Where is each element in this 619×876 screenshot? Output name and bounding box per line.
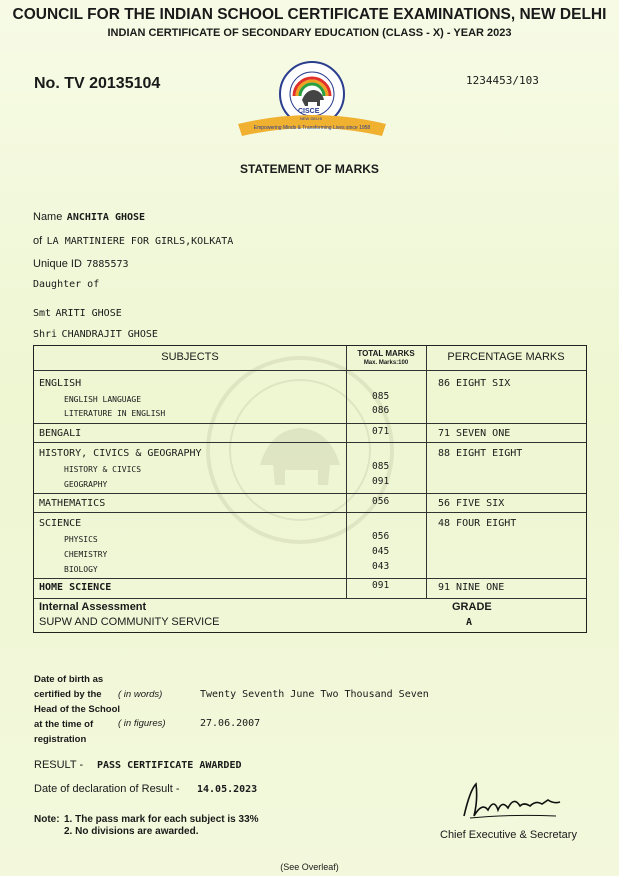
mark-value: 091	[372, 580, 390, 591]
logo-city: NEW DELHI	[300, 116, 323, 121]
uid-label: Unique ID	[33, 258, 82, 270]
signatory-title: Chief Executive & Secretary	[440, 829, 577, 841]
mark-value: 086	[372, 405, 390, 416]
subject-bengali: BENGALI	[39, 428, 82, 439]
note-1: 1. The pass mark for each subject is 33%	[64, 814, 259, 825]
school-name: LA MARTINIERE FOR GIRLS,KOLKATA	[46, 236, 234, 247]
father-name: CHANDRAJIT GHOSE	[61, 329, 158, 340]
percentage-value: 88 EIGHT EIGHT	[438, 448, 523, 459]
divider-v	[346, 346, 347, 598]
mark-value: 043	[372, 561, 390, 572]
subject-part: CHEMISTRY	[64, 550, 108, 559]
grade-label: GRADE	[452, 601, 492, 613]
note-2: 2. No divisions are awarded.	[64, 826, 199, 837]
subject-home-science: HOME SCIENCE	[39, 582, 112, 593]
subject-part: GEOGRAPHY	[64, 480, 108, 489]
dob-label: Date of birth as	[34, 674, 104, 685]
divider-h	[34, 512, 586, 513]
mark-value: 085	[372, 391, 390, 402]
candidate-name: ANCHITA GHOSE	[66, 212, 146, 223]
father-prefix: Shri	[33, 329, 58, 340]
result-label: RESULT -	[34, 759, 84, 771]
divider-h	[34, 370, 586, 371]
percentage-value: 48 FOUR EIGHT	[438, 518, 517, 529]
subject-mathematics: MATHEMATICS	[39, 498, 106, 509]
logo-text: CISCE	[298, 108, 320, 115]
subject-science: SCIENCE	[39, 518, 82, 529]
divider-h	[34, 442, 586, 443]
council-name: COUNCIL FOR THE INDIAN SCHOOL CERTIFICATE EXAMINATIONS, NEW DELHI	[12, 6, 607, 23]
subject-part: ENGLISH LANGUAGE	[64, 395, 142, 404]
mother-prefix: Smt	[33, 308, 52, 319]
of-label: of	[33, 235, 43, 247]
marks-table	[33, 345, 587, 633]
name-label: Name	[33, 211, 63, 223]
supw-grade: A	[466, 617, 473, 628]
dob-label: Head of the School	[34, 704, 121, 715]
mark-value: 085	[372, 461, 390, 472]
header-total: TOTAL MARKS	[357, 349, 415, 358]
cisce-logo-icon	[232, 58, 392, 148]
uid-value: 7885573	[86, 259, 129, 270]
declaration-date: 14.05.2023	[197, 784, 258, 795]
mother-line	[33, 303, 122, 321]
signature-icon	[460, 780, 570, 826]
header-percentage: PERCENTAGE MARKS	[447, 351, 565, 363]
dob-label: certified by the	[34, 689, 102, 700]
mark-value: 056	[372, 531, 390, 542]
mother-name: ARITI GHOSE	[55, 308, 122, 319]
mark-value: 091	[372, 476, 390, 487]
note-label: Note:	[34, 814, 60, 825]
mark-value: 071	[372, 426, 390, 437]
divider-h	[34, 423, 586, 424]
relation-label: Daughter of	[33, 279, 100, 290]
svg-text:Empowering Minds & Transformin: Empowering Minds & Transforming Lives since 1958	[253, 125, 371, 131]
exam-name: INDIAN CERTIFICATE OF SECONDARY EDUCATION (CLASS - X) - YEAR 2023	[107, 27, 512, 39]
divider-h	[34, 578, 586, 579]
dob-label: registration	[34, 734, 87, 745]
divider-h	[34, 493, 586, 494]
percentage-value: 91 NINE ONE	[438, 582, 505, 593]
dob-in-figures: 27.06.2007	[200, 718, 261, 729]
subject-history: HISTORY, CIVICS & GEOGRAPHY	[39, 448, 202, 459]
percentage-value: 86 EIGHT SIX	[438, 378, 511, 389]
school-line	[33, 231, 233, 249]
in-words-label: ( in words)	[118, 689, 163, 700]
statement-title: STATEMENT OF MARKS	[240, 162, 379, 176]
percentage-value: 56 FIVE SIX	[438, 498, 505, 509]
declaration-label: Date of declaration of Result -	[34, 783, 180, 795]
see-overleaf: (See Overleaf)	[280, 862, 339, 872]
cisce-logo	[232, 58, 392, 148]
subject-part: HISTORY & CIVICS	[64, 465, 142, 474]
supw-label: SUPW AND COMMUNITY SERVICE	[39, 616, 220, 628]
divider-h	[34, 598, 586, 599]
header-subjects: SUBJECTS	[161, 351, 219, 363]
mark-value: 056	[372, 496, 390, 507]
dob-in-words: Twenty Seventh June Two Thousand Seven	[200, 689, 429, 700]
percentage-value: 71 SEVEN ONE	[438, 428, 511, 439]
father-line	[33, 324, 158, 342]
internal-assessment-label: Internal Assessment	[39, 601, 147, 613]
serial-number: 1234453/103	[466, 74, 539, 87]
subject-part: LITERATURE IN ENGLISH	[64, 409, 166, 418]
header-max: Max. Marks:100	[363, 360, 409, 366]
certificate-number: No. TV 20135104	[34, 75, 161, 92]
mark-value: 045	[372, 546, 390, 557]
subject-part: PHYSICS	[64, 535, 98, 544]
uid-line	[33, 254, 129, 272]
dob-label: at the time of	[34, 719, 94, 730]
subject-english: ENGLISH	[39, 378, 82, 389]
in-figures-label: ( in figures)	[118, 718, 166, 729]
subject-part: BIOLOGY	[64, 565, 98, 574]
name-line	[33, 207, 145, 225]
result-value: PASS CERTIFICATE AWARDED	[97, 760, 242, 771]
divider-v	[426, 346, 427, 598]
